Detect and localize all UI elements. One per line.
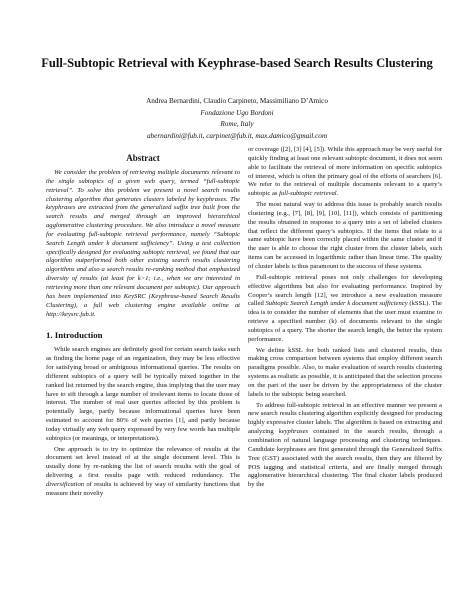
intro-p2-text-b: of results is achieved by way of similarity functions that measure their novelty bbox=[46, 481, 240, 497]
abstract-heading: Abstract bbox=[126, 153, 160, 163]
location: Rome, Italy bbox=[220, 120, 254, 128]
author-names: Andrea Bernardini, Claudio Carpineto, Massimiliano D’Amico bbox=[146, 97, 328, 105]
left-column bbox=[46, 152, 240, 501]
right-column bbox=[248, 146, 442, 492]
intro-p2-text-a: One approach is to try to optimize the relevance of results at the document set level instead of at the single document level. This is usually done by re-ranking the list of search results with the goal of delivering a first results page with reduced redundancy. The bbox=[46, 445, 240, 480]
right-p5-text-a: To address full-subtopic retrieval in an effective manner we present a new search results clustering algorithm explicitly designed for producing highly expressive cluster labels. The algorithm is based on extracting and analyzing bbox=[248, 401, 442, 436]
intro-p2-emphasis: diversification bbox=[46, 481, 85, 488]
intro-paragraph-2 bbox=[46, 446, 240, 499]
right-paragraph-5 bbox=[248, 402, 442, 490]
right-p5-text-b: contained in the search results, through a combination of natural language processing and clustering techniques. Candidate keyphrases are first generated through the Generalized Suffix Tree (GST) associated with the search results, then they are filtered by POS tagging and statistical criteria, and are finally merged through agglomerative hierarchical clustering. The final cluster labels produced by the bbox=[248, 428, 443, 489]
right-p1-emphasis: full-subtopic retrieval bbox=[279, 190, 337, 198]
right-paragraph-3 bbox=[248, 274, 442, 345]
right-paragraph-2: The most natural way to address this issue is probably search results clustering (e.g., [7], [8], [9], [10], [11]), which consists of partitioning the results obtained in response to a query into a set of labeled clusters that reflect the different query’s subtopics. If the items that relate to a same subtopic have been correctly placed within the same cluster and if the user is able to choose the right cluster from the cluster labels, such items can be accessed in logarithmic rather than linear time. The quality of cluster labels is thus paramount to the success of these systems. bbox=[248, 201, 442, 270]
right-paragraph-1 bbox=[248, 146, 442, 199]
right-p1-text-a: or coverage ([2], [3] [4], [5]). While this approach may be very useful for quickly finding at least one relevant subtopic document, it does not seem able to facilitate the retrieval of more information on specific subtopics of interest, which is often the primary goal of the efforts of searchers [6]. We refer to the retrieval of multiple documents relevant to a query’s subtopic as bbox=[248, 146, 442, 198]
intro-paragraph-1: While search engines are definitely good for certain search tasks such as finding the home page of an organization, they may be less effective for satisfying broad or ambiguous informational queries. The results on different subtopics of a query will be typically mixed together in the ranked list returned by the search engine, thus implying that the user may have to sift through a large number of irrelevant items to locate those of interest. The number of real user queries affected by this problem is potentially large, partly because informational queries have been estimated to account for 80% of web queries [1], and partly because today virtually any web query expressed by very few words has multiple subtopics (or meanings, or interpretations). bbox=[46, 346, 240, 442]
right-p1-text-b: . bbox=[336, 190, 339, 198]
right-p3-text-a: Full-subtopic retrieval poses not only challenges for developing effective algorithms but also for evaluating performance. Inspired by Cooper’s search length [12], we introduce a new evaluation measure called bbox=[248, 273, 442, 308]
right-paragraph-4: We define kSSL for both ranked lists and clustered results, thus making cross comparison between systems that employ different search paradigms possible. Also, to make evaluation of search results clustering systems as realistic as possible, it is anticipated that the selection process on the part of the user be driven by the appropriateness of the cluster labels to the subtopic being searched. bbox=[248, 346, 442, 398]
right-p5-emphasis: keyphrases bbox=[278, 428, 309, 436]
author-block bbox=[0, 96, 474, 142]
right-p3-emphasis: Subtopic Search Length under k document sufficiency bbox=[265, 300, 408, 308]
email-addresses: abernardini@fub.it, carpinet@fub.it, max.damico@gmail.com bbox=[146, 131, 328, 140]
paper-title: Full-Subtopic Retrieval with Keyphrase-based Search Results Clustering bbox=[41, 56, 433, 70]
introduction-heading: 1. Introduction bbox=[46, 330, 103, 341]
abstract-text: We consider the problem of retrieving multiple documents relevant to the single subtopics of a given web query, termed “full-subtopic retrieval”. To solve this problem we present a novel search results clustering algorithm that generates clusters labeled by keyphrases. The keyphrases are extracted from the generalized suffix tree built from the search results and merged through an improved hierarchical agglomerative clustering procedure. We also introduce a novel measure for evaluating full-subtopic retrieval performance, namely “Subtopic Search Length under k document sufficiency”. Using a test collection specifically designed for evaluating subtopic retrieval, we found that our algorithm outperformed both other existing search results clustering algorithms and also a search results re-ranking method that emphasized diversity of results (at least for k>1; i.e., when we are interested in retrieving more than one relevant document per subtopic). Our approach has been implemented into KeySRC (Keyphrase-based Search Results Clustering), a full web clustering engine available online at http://keysrc.fub.it. bbox=[46, 169, 240, 318]
right-p3-text-b: (kSSL). The idea is to consider the number of elements that the user must examine to retrieve a specified number (k) of documents relevant to the single subtopics of a query. The shorter the search length, the better the system performance. bbox=[248, 300, 442, 343]
affiliation: Fondazione Ugo Bordoni bbox=[200, 108, 274, 117]
